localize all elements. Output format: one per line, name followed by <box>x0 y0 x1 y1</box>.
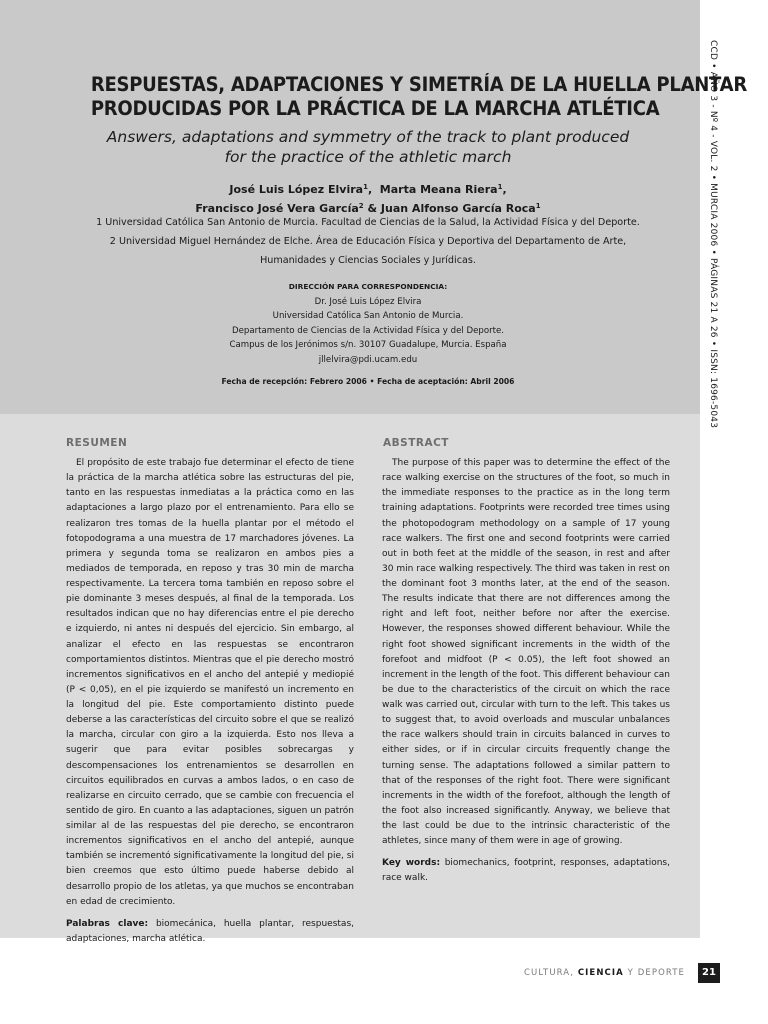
abstract-heading: ABSTRACT <box>383 437 449 449</box>
abstract-column <box>382 456 670 887</box>
author-affiliation-mark: 1 <box>535 202 541 210</box>
correspondence-line: Departamento de Ciencias de la Actividad Física y del Deporte. <box>231 325 505 336</box>
author-separator: , <box>367 183 380 196</box>
abstract-keywords <box>382 856 670 886</box>
title-line: PRODUCIDAS POR LA PRÁCTICA DE LA MARCHA ATLÉTICA <box>90 97 660 120</box>
journal-name-part: CULTURA, <box>524 968 578 978</box>
journal-citation-vertical: CCD • AÑO 3 - Nº 4 - VOL. 2 • MURCIA 2006 • PÁGINAS 21 A 26 • ISSN: 1696-5043 <box>708 40 718 429</box>
footer-journal-name <box>524 968 685 978</box>
subtitle-line: for the practice of the athletic march <box>224 148 512 166</box>
page-number: 21 <box>698 963 720 983</box>
affiliation-line: 1 Universidad Católica San Antonio de Murcia. Facultad de Ciencias de la Salud, la Actividad Física y del Deporte. <box>96 217 640 228</box>
author-name: Juan Alfonso García Roca <box>380 202 536 215</box>
author-affiliation-mark: 2 <box>358 202 364 210</box>
correspondence-line: Universidad Católica San Antonio de Murcia. <box>272 311 464 322</box>
journal-name-part: Y DEPORTE <box>623 968 686 978</box>
resumen-keywords <box>66 917 354 947</box>
correspondence-email: jllelvira@pdi.ucam.edu <box>318 354 418 365</box>
resumen-column <box>66 456 354 947</box>
author-line <box>70 180 666 199</box>
author-separator: , <box>502 183 507 196</box>
keywords-label: Key words: <box>382 858 441 869</box>
author-affiliation-mark: 1 <box>363 183 368 191</box>
affiliation-line: Humanidades y Ciencias Sociales y Jurídicas. <box>260 255 476 266</box>
keywords-text: biomechanics, footprint, responses, adaptations, race walk. <box>382 858 670 884</box>
author-name: Francisco José Vera García <box>195 202 359 215</box>
keywords-label: Palabras clave: <box>66 918 149 929</box>
resumen-body: El propósito de este trabajo fue determinar el efecto de tiene la práctica de la marcha atlética sobre las estructuras del pie, tanto en las respuestas inmediatas a la práctica como en las adaptaciones a largo plazo por el entrenamiento. Para ello se realizaron tres tomas de la huella plantar por el método el fotopodograma a una muestra de 17 marchadores jóvenes. La primera y segunda toma se realizaron en ambos pies a mediados de temporada, en reposo y tras 30 min de marcha respectivamente. La tercera toma también en reposo sobre el pie dominante 3 meses después, al final de la temporada. Los resultados indican que no hay diferencias entre el pie derecho e izquierdo, ni antes ni después del ejercicio. Sin embargo, al analizar el efecto en las respuestas se encontraron comportamientos distintos. Mientras que el pie derecho mostró incrementos significativos en el ancho del antepié y mediopié (P < 0,05), en el pie izquierdo se manifestó un incremento en la longitud del pie. Este comportamiento distinto puede deberse a las características del circuito sobre el que se realizó la marcha, circular con giro a la izquierda. Esto nos lleva a sugerir que para evitar posibles sobrecargas y descompensaciones los entrenamientos se desarrollen en circuitos equilibrados en curvas a ambos lados, o en caso de realizarse en circuito cerrado, que se cambie con frecuencia el sentido de giro. En cuanto a las adaptaciones, siguen un patrón similar al de las respuestas del pie derecho, se encontraron incrementos significativos en el ancho del antepié, aunque también se incrementó significativamente la longitud del pie, si bien creemos que esto último puede haberse debido al desarrollo propio de los atletas, ya que muchos se encontraban en edad de crecimiento. <box>66 458 354 907</box>
correspondence-line: Dr. José Luis López Elvira <box>314 296 422 307</box>
author-affiliation-mark: 1 <box>497 183 503 191</box>
journal-name-emphasis: CIENCIA <box>577 968 624 978</box>
resumen-heading: RESUMEN <box>66 437 128 449</box>
title-line: RESPUESTAS, ADAPTACIONES Y SIMETRÍA DE LA HUELLA PLANTAR <box>90 73 747 96</box>
article-title <box>90 73 747 121</box>
subtitle-line: Answers, adaptations and symmetry of the track to plant produced <box>106 128 630 146</box>
correspondence-line: Campus de los Jerónimos s/n. 30107 Guadalupe, Murcia. España <box>229 340 507 351</box>
author-separator: & <box>363 202 381 215</box>
author-name: José Luis López Elvira <box>229 183 364 196</box>
affiliations <box>70 213 666 270</box>
article-subtitle-english <box>70 127 666 167</box>
author-name: Marta Meana Riera <box>379 183 498 196</box>
affiliation-line: 2 Universidad Miguel Hernández de Elche. Área de Educación Física y Deportiva del Departamento de Arte, <box>109 236 627 247</box>
abstract-body: The purpose of this paper was to determine the effect of the race walking exercise on the structures of the foot, so much in the immediate responses to the practice as in the long term training adaptations. Footprints were recorded tree times using the photopodogram methodology on a sample of 17 young race walkers. The first one and second footprints were carried out in both feet at the middle of the season, in rest and after 30 min race walking respectively. The third was taken in rest on the dominant foot 3 months later, at the end of the season. The results indicate that there are not differences among the right and left foot, neither before nor after the exercise. However, the responses showed different behaviour. While the right foot showed significant increments in the width of the forefoot and midfoot (P < 0.05), the left foot showed an increment in the length of the foot. This different behaviour can be due to the characteristics of the circuit on which the race walk was carried out, circular with turn to the left. This takes us to suggest that, to avoid overloads and muscular unbalances the race walkers should train in circuits balanced in curves to either sides, or if in circular circuits frequently change the turning sense. The adaptations followed a similar pattern to that of the responses of the right foot. There were significant increments in the width of the forefoot, although the length of the foot also increased significantly. Anyway, we believe that the last could be due to the intrinsic characteristic of the athletes, since many of them were in age of growing. <box>382 458 671 847</box>
correspondence-block <box>150 280 586 368</box>
reception-acceptance-dates: Fecha de recepción: Febrero 2006 • Fecha de aceptación: Abril 2006 <box>221 377 515 386</box>
keywords-text: biomecánica, huella plantar, respuestas, adaptaciones, marcha atlética. <box>66 918 354 944</box>
correspondence-heading: DIRECCIÓN PARA CORRESPONDENCIA: <box>288 282 448 291</box>
